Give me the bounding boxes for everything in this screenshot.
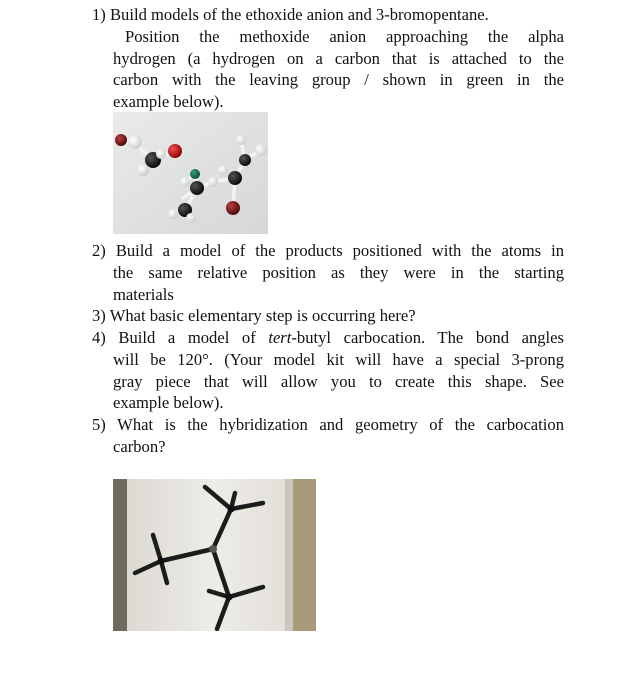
question-text-line: example below). — [113, 393, 224, 413]
question-text-line: carbon with the leaving group / shown in green in the — [113, 70, 564, 90]
question-1 — [92, 4, 564, 113]
molecular-model-photo — [113, 112, 268, 234]
question-text-line: What is the hybridization and geometry of the carbocation — [117, 415, 564, 434]
question-number: 2) — [92, 241, 106, 260]
question-text-line: gray piece that will allow you to create this shape. See — [113, 371, 564, 391]
carbocation-model-image — [113, 479, 316, 631]
question-text-line: Build a model of — [118, 328, 269, 347]
question-text-line: carbon? — [113, 436, 166, 456]
molecular-model-image — [113, 112, 268, 234]
question-text-line: example below). — [113, 92, 224, 112]
question-text-line: What basic elementary step is occurring here? — [109, 306, 416, 325]
question-text-line: Position the methoxide anion approaching the alpha — [125, 26, 564, 46]
question-text-line: hydrogen (a hydrogen on a carbon that is attached to the — [113, 48, 564, 68]
question-text-line: -butyl carbocation. The bond angles — [291, 328, 564, 347]
question-text-line: Build a model of the products positioned with the atoms in — [115, 241, 564, 260]
question-2 — [92, 240, 564, 305]
question-4 — [92, 327, 564, 414]
question-number: 4) — [92, 328, 106, 347]
question-text-line: materials — [113, 284, 174, 304]
question-number: 5) — [92, 415, 106, 434]
question-text-line: Build models of the ethoxide anion and 3-bromopentane. — [109, 5, 489, 24]
carbocation-model-photo — [113, 479, 316, 631]
question-number: 3) — [92, 306, 106, 325]
question-3 — [92, 305, 564, 327]
question-text-line: the same relative position as they were in the starting — [113, 262, 564, 282]
question-number: 1) — [92, 5, 106, 24]
question-5 — [92, 414, 564, 458]
question-text-italic: tert — [268, 328, 292, 347]
question-text-line: will be 120°. (Your model kit will have a special 3-prong — [113, 349, 564, 369]
